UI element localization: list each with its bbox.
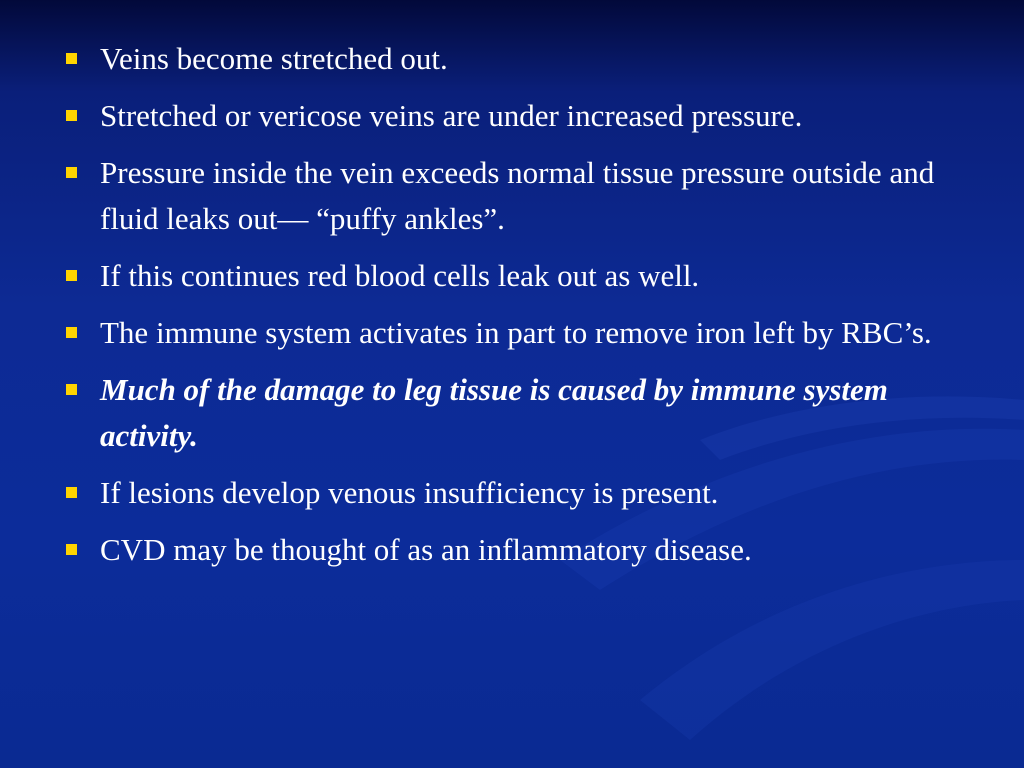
square-bullet-icon [66,544,77,555]
square-bullet-icon [66,110,77,121]
bullet-item [60,93,980,139]
bullet-item [60,253,980,299]
bullet-item [60,150,980,242]
square-bullet-icon [66,327,77,338]
bullet-item [60,527,980,573]
bullet-text: Much of the damage to leg tissue is caused by immune system activity. [100,372,888,453]
square-bullet-icon [66,384,77,395]
bullet-list [60,36,980,584]
bullet-text: Pressure inside the vein exceeds normal tissue pressure outside and fluid leaks out— “puffy ankles”. [100,155,935,236]
square-bullet-icon [66,53,77,64]
bullet-item [60,36,980,82]
square-bullet-icon [66,167,77,178]
bullet-item [60,310,980,356]
bullet-item [60,470,980,516]
bullet-text: Stretched or vericose veins are under increased pressure. [100,98,803,133]
bullet-item-emphasized [60,367,980,459]
bullet-text: The immune system activates in part to remove iron left by RBC’s. [100,315,932,350]
bullet-text: If this continues red blood cells leak out as well. [100,258,700,293]
square-bullet-icon [66,487,77,498]
bullet-text: CVD may be thought of as an inflammatory disease. [100,532,752,567]
square-bullet-icon [66,270,77,281]
bullet-text: If lesions develop venous insufficiency is present. [100,475,719,510]
bullet-text: Veins become stretched out. [100,41,448,76]
